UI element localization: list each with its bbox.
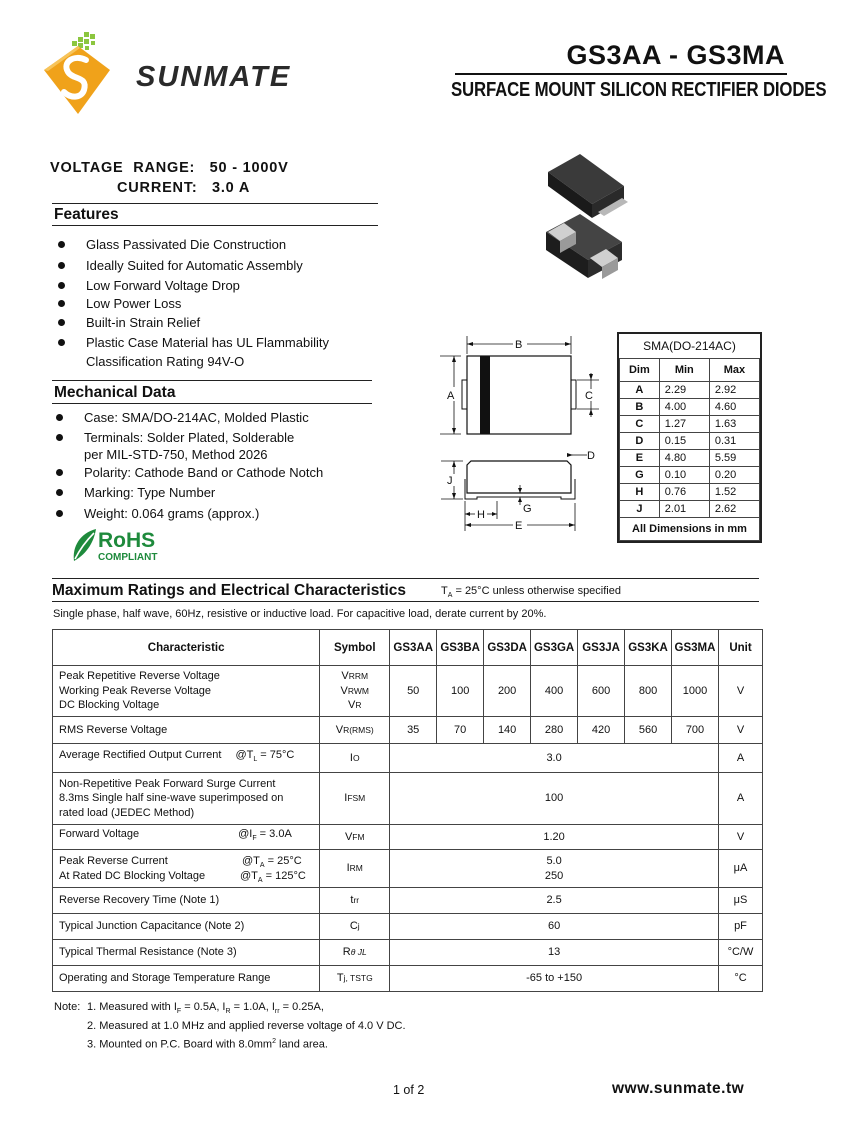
feature-item: Low Power Loss xyxy=(86,296,181,311)
mechanical-item-continued: per MIL-STD-750, Method 2026 xyxy=(84,447,268,462)
package-photo xyxy=(538,150,638,295)
dim-label-g: G xyxy=(523,503,532,515)
dim-header: Min xyxy=(659,359,709,382)
dim-row: E 4.80 5.59 xyxy=(620,450,760,467)
svg-text:COMPLIANT: COMPLIANT xyxy=(98,552,158,563)
dim-row: G 0.10 0.20 xyxy=(620,467,760,484)
ratings-condition: $T_A = 25^\circ C$ unless otherwise specified xyxy=(441,585,621,600)
svg-text:RoHS: RoHS xyxy=(98,529,156,552)
mechanical-heading: Mechanical Data xyxy=(54,384,176,401)
note-1: 1. Measured with $I_F = 0.5A$, $I_R = 1.0A$, $I_{rr} = 0.25A$, xyxy=(87,1001,324,1016)
features-heading: Features xyxy=(54,206,119,223)
col-part: GS3KA xyxy=(625,630,672,666)
features-rule-bottom xyxy=(52,225,378,226)
col-part: GS3JA xyxy=(578,630,625,666)
ratings-table xyxy=(52,629,763,992)
row-rms-voltage: RMS Reverse Voltage VR(RMS) 35 70 140 280 420 560 700 V xyxy=(53,717,763,744)
svg-text:SUNMATE: SUNMATE xyxy=(136,61,292,93)
voltage-range: VOLTAGE RANGE: 50 - 1000V xyxy=(50,160,289,176)
dim-header: Max xyxy=(709,359,759,382)
rohs-compliant-logo xyxy=(70,525,174,565)
dim-row: B 4.00 4.60 xyxy=(620,399,760,416)
features-rule-top xyxy=(52,203,378,204)
mechanical-item: Polarity: Cathode Band or Cathode Notch xyxy=(84,465,323,480)
dim-label-j: J xyxy=(447,475,453,487)
dim-label-b: B xyxy=(515,339,523,351)
feature-item: Low Forward Voltage Drop xyxy=(86,278,240,293)
package-dimension-diagram xyxy=(437,333,607,533)
dim-label-h: H xyxy=(477,509,485,521)
dimension-table-footer: All Dimensions in mm xyxy=(620,518,760,541)
mechanical-item: Case: SMA/DO-214AC, Molded Plastic xyxy=(84,410,309,425)
title-divider xyxy=(455,73,787,75)
mechanical-rule-bottom xyxy=(52,403,372,404)
dim-label-c: C xyxy=(585,390,593,402)
single-phase-note: Single phase, half wave, 60Hz, resistive or inductive load. For capacitive load, derate current by 20%. xyxy=(53,608,547,620)
page-number: 1 of 2 xyxy=(393,1083,425,1097)
website-link[interactable]: www.sunmate.tw xyxy=(612,1080,745,1097)
dim-header: Dim xyxy=(620,359,660,382)
row-recovery-time: Reverse Recovery Time (Note 1) trr 2.5 μS xyxy=(53,888,763,914)
ratings-rule-bottom xyxy=(52,601,759,602)
product-subtitle: SURFACE MOUNT SILICON RECTIFIER DIODES xyxy=(451,79,827,101)
feature-item: Ideally Suited for Automatic Assembly xyxy=(86,258,303,273)
dim-label-e: E xyxy=(515,520,523,532)
col-part: GS3MA xyxy=(672,630,719,666)
dim-row: A 2.29 2.92 xyxy=(620,382,760,399)
sunmate-logo xyxy=(44,32,306,114)
col-part: GS3AA xyxy=(390,630,437,666)
feature-item: Built-in Strain Relief xyxy=(86,315,200,330)
part-range-title: GS3AA - GS3MA xyxy=(566,40,785,70)
dimension-table xyxy=(617,332,762,543)
mechanical-rule-top xyxy=(52,380,372,381)
note-2: 2. Measured at 1.0 MHz and applied reverse voltage of 4.0 V DC. xyxy=(87,1020,406,1033)
mechanical-item: Terminals: Solder Plated, Solderable xyxy=(84,430,294,445)
row-temperature-range: Operating and Storage Temperature Range Tj, TSTG -65 to +150 °C xyxy=(53,966,763,992)
row-thermal-resistance: Typical Thermal Resistance (Note 3) Rθ JL 13 °C/W xyxy=(53,940,763,966)
row-reverse-current: Peak Reverse Current $@T_A = 25^\circ C$ At Rated DC Blocking Voltage $@T_A = 125^\circ C$ IRM 5.0 250 μA xyxy=(53,850,763,888)
dim-label-d: D xyxy=(587,450,595,462)
col-part: GS3DA xyxy=(484,630,531,666)
ratings-rule-top xyxy=(52,578,759,579)
feature-item: Glass Passivated Die Construction xyxy=(86,237,286,252)
row-surge-current: Non-Repetitive Peak Forward Surge Current 8.3ms Single half sine-wave superimposed on rated load (JEDEC Method) IFSM 100 A xyxy=(53,773,763,825)
dim-row: D 0.15 0.31 xyxy=(620,433,760,450)
feature-item: Plastic Case Material has UL Flammability xyxy=(86,335,329,350)
ratings-heading: Maximum Ratings and Electrical Characteristics xyxy=(52,582,407,599)
row-forward-voltage: Forward Voltage $@I_F = 3.0A$ VFM 1.20 V xyxy=(53,825,763,850)
current-rating: CURRENT: 3.0 A xyxy=(117,180,251,196)
dimension-table-title: SMA(DO-214AC) xyxy=(620,334,760,359)
col-symbol: Symbol xyxy=(320,630,390,666)
notes xyxy=(54,1000,474,1051)
dim-row: J 2.01 2.62 xyxy=(620,501,760,518)
feature-item-continued: Classification Rating 94V-O xyxy=(86,354,245,369)
row-peak-reverse-voltage: Peak Repetitive Reverse Voltage Working Peak Reverse Voltage DC Blocking Voltage VRRM VRWM VR 50 100 200 400 600 800 1000 V xyxy=(53,666,763,717)
mechanical-item: Weight: 0.064 grams (approx.) xyxy=(84,506,259,521)
row-average-current: Average Rectified Output Current $@T_L = 75^\circ C$ IO 3.0 A xyxy=(53,744,763,773)
dim-label-a: A xyxy=(447,390,455,402)
notes-label: Note: xyxy=(54,1001,81,1013)
col-characteristic: Characteristic xyxy=(53,630,320,666)
dim-row: C 1.27 1.63 xyxy=(620,416,760,433)
col-part: GS3GA xyxy=(531,630,578,666)
dim-row: H 0.76 1.52 xyxy=(620,484,760,501)
ratings-header-row xyxy=(53,630,763,666)
row-junction-capacitance: Typical Junction Capacitance (Note 2) Cj 60 pF xyxy=(53,914,763,940)
mechanical-item: Marking: Type Number xyxy=(84,485,215,500)
note-3: 3. Mounted on P.C. Board with $8.0mm^2$ land area. xyxy=(87,1038,328,1051)
col-unit: Unit xyxy=(718,630,762,666)
col-part: GS3BA xyxy=(437,630,484,666)
